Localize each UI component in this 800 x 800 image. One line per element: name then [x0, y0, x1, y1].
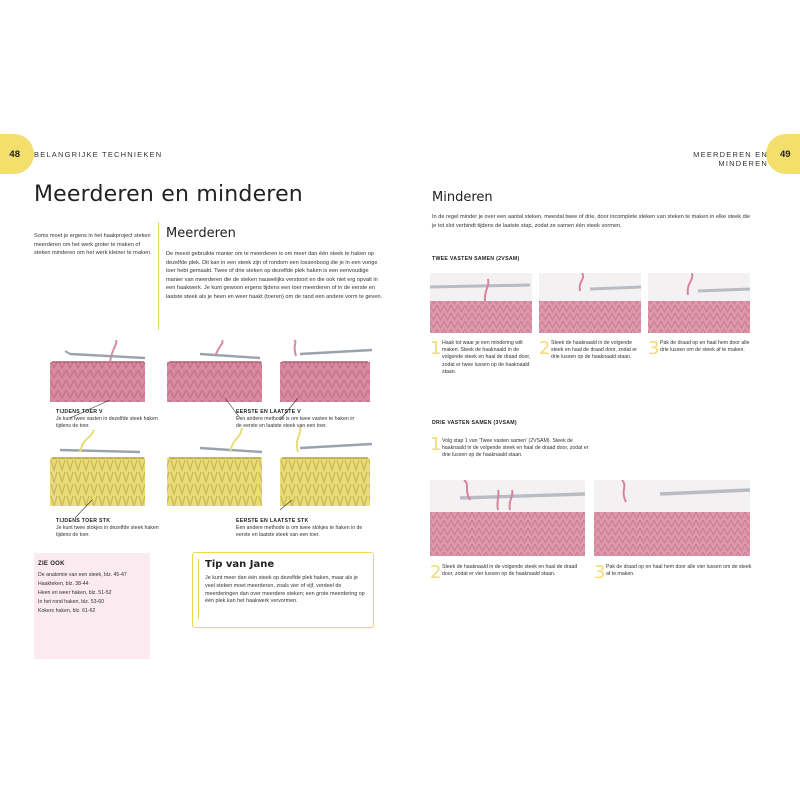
tip-box [192, 552, 374, 628]
see-also-item: In het rond haken, blz. 53-60 [38, 599, 105, 605]
step-text: Haak tot waar je een mindering wilt maken. Steek de haaknaald in de volgende steek en haal de draad door, zodat er twee lussen op de haaknaald staan. [442, 340, 531, 375]
figure-caption-2: Een andere methode is om twee vasten te haken in de eerste en laatste steek van een toer. [236, 416, 355, 430]
step-text: Pak de draad op en haal hem door alle drie lussen om de steek af te maken. [660, 340, 750, 354]
step-number: 2 [430, 562, 442, 583]
section-title-minderen: Minderen [432, 190, 493, 205]
intro-minderen: In de regel minder je over een aantal steken, meestal twee of drie, door incomplete steken van steken te maken in elke steek die je tot slot verbindt tijdens de laatste stap, zodat ze samen één steek vormen. [432, 214, 751, 229]
subtitle-3vsam: DRIE VASTEN SAMEN (3VSAM) [432, 420, 517, 426]
figure-caption-4: Een andere methode is om twee stokjes te haken in de eerste en laatste steek van een toer. [236, 525, 363, 539]
see-also-item: Haakteken, blz. 38-44 [38, 581, 89, 587]
tip-text: Je kunt meer dan één steek op dezelfde plek haken, maar als je veel steken moet meerderen, zoals vier of vijf, verdeel de meerderingen dan over meerdere steken; een grote meerdering op één plek kan het haakwerk vervormen. [205, 575, 365, 605]
step-number: 2 [539, 338, 551, 359]
see-also-box [34, 553, 150, 659]
figure-increase-sc-during-row [50, 340, 275, 530]
figure-caption-3: Je kunt twee stokjes in dezelfde steek haken tijdens de toer. [56, 525, 159, 539]
subtitle-2vsam: TWEE VASTEN SAMEN (2VSAM) [432, 256, 520, 262]
step-text: Steek de haaknaald in de volgende steek en haal de draad door, zodat er drie lussen op de haaknaald staan. [551, 340, 637, 361]
tip-accent-line [198, 559, 199, 619]
step-text: Pak de draad op en haal hem door alle vier lussen om de steek af te maken. [606, 564, 752, 578]
photos-2vsam [430, 273, 750, 335]
see-also-item: Heen en weer haken, blz. 51-52 [38, 590, 112, 596]
page-title: Meerderen en minderen [34, 182, 303, 207]
see-also-item: De anatomie van een steek, blz. 45-47 [38, 572, 127, 578]
page-number-right: 49 [766, 134, 800, 174]
figure-label-1: TIJDENS TOER V [56, 409, 103, 415]
figure-increase-first-last [280, 340, 375, 530]
figure-label-3: TIJDENS TOER STK [56, 518, 111, 524]
step-text: Steek de haaknaald in de volgende steek en haal de draad door, zodat er vier lussen op de haaknaald staan. [442, 564, 578, 578]
running-head-right: MEERDEREN EN MINDEREN [693, 150, 768, 168]
divider-line [158, 222, 159, 330]
see-also-item: Kokers haken, blz. 61-62 [38, 608, 96, 614]
intro-text: Soms moet je ergens in het haakproject steken meerderen om het werk groter te maken of steken minderen om het werk kleiner te maken. [34, 233, 152, 257]
section-text-meerderen: De meest gebruikte manier om te meerderen is om meer dan één steek te haken op dezelfde plek. Dit kan in een steek zijn of rondom een lossenboog die je in een vorige toer hebt gemaakt. Twee of drie steken op dezelfde plek haken is een eenvoudige manier van meerderen die de steken nauwelijks verstoort en die ook niet erg opvalt in een haakwerk. Je kunt gewoon ergens tijdens een toer meerderen of in de eerste en laatste steek als je heen en weer haakt (toeren) om de rand een andere vorm te geven. [166, 251, 383, 300]
section-title-meerderen: Meerderen [166, 226, 236, 241]
figure-caption-1: Je kunt twee vasten in dezelfde steek haken tijdens de toer. [56, 416, 158, 430]
photos-3vsam [430, 480, 750, 556]
step-text: Volg stap 1 van 'Twee vasten samen' (2VSAM). Steek de haaknaald in de volgende steek en haal de draad door, zodat er drie lussen op de haaknaald staan. [442, 438, 589, 459]
step-number: 1 [430, 338, 442, 359]
step-number: 1 [430, 434, 442, 455]
figure-label-2: EERSTE EN LAATSTE V [236, 409, 301, 415]
step-number: 3 [594, 562, 606, 583]
page-number-left: 48 [0, 134, 34, 174]
figure-label-4: EERSTE EN LAATSTE STK [236, 518, 309, 524]
running-head-left: BELANGRIJKE TECHNIEKEN [34, 150, 163, 159]
see-also-title: ZIE OOK [38, 561, 65, 567]
tip-title: Tip van Jane [205, 559, 275, 570]
step-number: 3 [648, 338, 660, 359]
